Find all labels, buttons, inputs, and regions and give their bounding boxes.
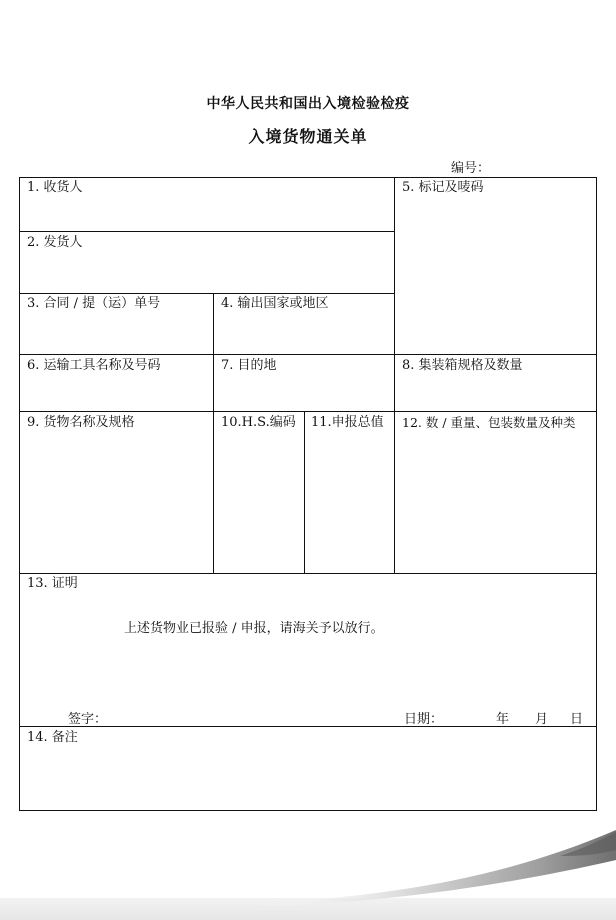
export-country-label: 4. 输出国家或地区: [221, 296, 329, 311]
row-divider: [20, 573, 596, 574]
row-divider: [20, 231, 394, 232]
quantity-label: 12. 数 / 重量、包装数量及种类: [402, 415, 576, 430]
row-divider: [20, 354, 596, 355]
form-title: 入境货物通关单: [248, 127, 368, 146]
consignor-label: 2. 发货人: [27, 235, 83, 250]
column-divider: [394, 178, 395, 573]
column-divider: [213, 293, 214, 573]
row-divider: [20, 293, 394, 294]
contract-number-label: 3. 合同 / 提（运）单号: [27, 296, 161, 311]
transport-label: 6. 运输工具名称及号码: [27, 358, 161, 373]
date-label: 日期：: [404, 712, 444, 727]
serial-number-label: 编号：: [451, 161, 491, 176]
container-label: 8. 集装箱规格及数量: [402, 358, 523, 373]
consignee-label: 1. 收货人: [27, 180, 83, 195]
certificate-label: 13. 证明: [27, 576, 78, 591]
date-month: 月: [535, 712, 549, 727]
release-statement: 上述货物业已报验 / 申报，请海关予以放行。: [124, 621, 384, 636]
marks-label: 5. 标记及唛码: [402, 180, 484, 195]
page-curl-decoration: [0, 820, 616, 920]
column-divider: [304, 411, 305, 573]
signature-label: 签字：: [68, 712, 108, 727]
hs-code-label: 10.H.S.编码: [221, 415, 296, 430]
date-day: 日: [570, 712, 584, 727]
row-divider: [20, 411, 596, 412]
goods-name-label: 9. 货物名称及规格: [27, 415, 135, 430]
document-title: 中华人民共和国出入境检验检疫: [206, 96, 410, 112]
date-year: 年: [496, 712, 510, 727]
declared-value-label: 11.申报总值: [311, 415, 384, 430]
remarks-label: 14. 备注: [27, 730, 78, 745]
destination-label: 7. 目的地: [221, 358, 277, 373]
